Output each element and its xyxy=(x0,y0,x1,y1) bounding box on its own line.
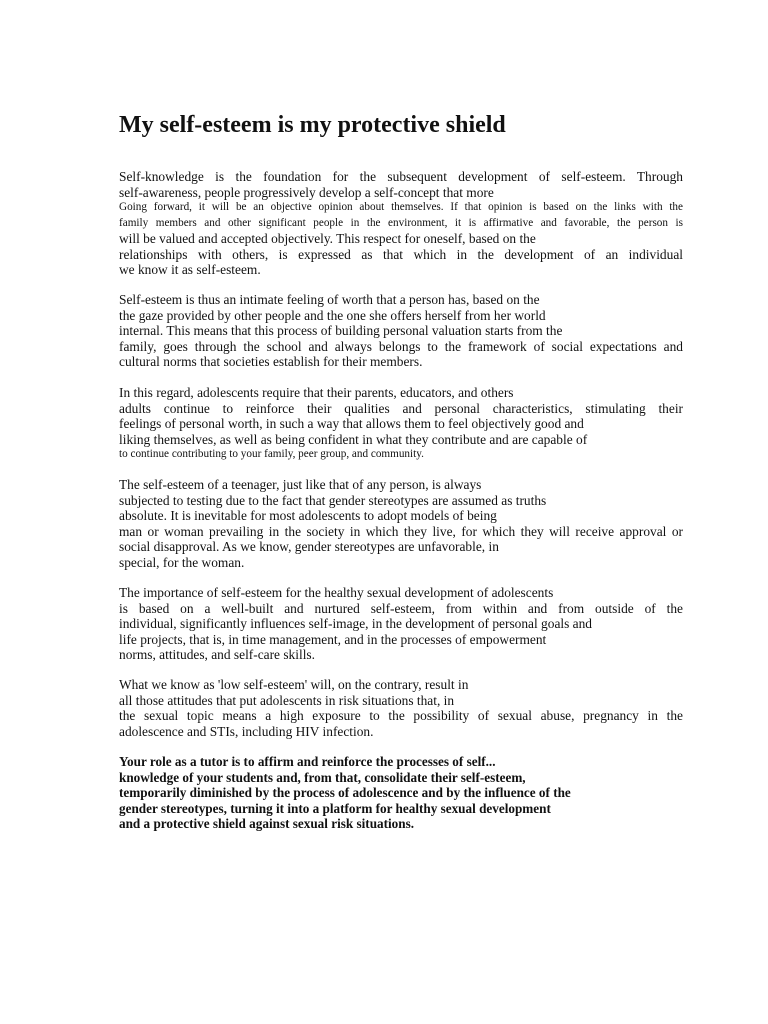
paragraph-line: life projects, that is, in time management, and in the processes of empowerment xyxy=(119,631,547,647)
paragraph-line: gender stereotypes, turning it into a platform for healthy sexual development xyxy=(119,800,551,816)
paragraph-line: relationships with others, is expressed as that which in the development of an individual xyxy=(119,246,683,262)
paragraph-line: Self-knowledge is the foundation for the subsequent development of self-esteem. Through xyxy=(119,169,683,184)
paragraph-line: temporarily diminished by the process of adolescence and by the influence of the xyxy=(119,785,571,800)
paragraph-line: man or woman prevailing in the society in which they live, for which they will receive approval or xyxy=(119,523,683,539)
paragraph-line: The self-esteem of a teenager, just like that of any person, is always xyxy=(119,477,482,492)
paragraph-importance xyxy=(119,585,683,663)
paragraph-line: family members and other significant people in the environment, it is affirmative and favorable, the person is xyxy=(119,216,683,229)
document-title: My self-esteem is my protective shield xyxy=(119,112,506,138)
paragraph-line: liking themselves, as well as being confident in what they contribute and are capable of xyxy=(119,431,588,447)
paragraph-line: self-awareness, people progressively develop a self-concept that more xyxy=(119,184,494,200)
paragraph-line: will be valued and accepted objectively. This respect for oneself, based on the xyxy=(119,231,536,246)
paragraph-self-knowledge xyxy=(119,169,683,278)
paragraph-line: the sexual topic means a high exposure to the possibility of sexual abuse, pregnancy in the xyxy=(119,708,683,723)
paragraph-teenager-self-esteem xyxy=(119,477,683,570)
paragraph-line: Going forward, it will be an objective opinion about themselves. If that opinion is based on the links with the xyxy=(119,201,683,213)
paragraph-line: In this regard, adolescents require that their parents, educators, and others xyxy=(119,385,514,400)
paragraph-line: subjected to testing due to the fact that gender stereotypes are assumed as truths xyxy=(119,492,547,508)
paragraph-line: Your role as a tutor is to affirm and reinforce the processes of self... xyxy=(119,754,496,769)
paragraph-adolescents-require xyxy=(119,385,683,463)
paragraph-line: adolescence and STIs, including HIV infection. xyxy=(119,723,374,739)
paragraph-intimate-feeling xyxy=(119,292,683,370)
paragraph-line: knowledge of your students and, from that, consolidate their self-esteem, xyxy=(119,769,526,785)
paragraph-line: adults continue to reinforce their qualities and personal characteristics, stimulating their xyxy=(119,400,683,416)
paragraph-line: Self-esteem is thus an intimate feeling of worth that a person has, based on the xyxy=(119,292,540,307)
paragraph-line: is based on a well-built and nurtured self-esteem, from within and from outside of the xyxy=(119,600,683,616)
paragraph-line: internal. This means that this process of building personal valuation starts from the xyxy=(119,323,563,338)
paragraph-line: norms, attitudes, and self-care skills. xyxy=(119,647,315,662)
paragraph-line: What we know as 'low self-esteem' will, on the contrary, result in xyxy=(119,677,469,692)
paragraph-line: absolute. It is inevitable for most adolescents to adopt models of being xyxy=(119,508,497,523)
paragraph-line: we know it as self-esteem. xyxy=(119,262,261,277)
paragraph-line: The importance of self-esteem for the healthy sexual development of adolescents xyxy=(119,585,554,600)
paragraph-line: social disapproval. As we know, gender stereotypes are unfavorable, in xyxy=(119,539,499,554)
paragraph-line: the gaze provided by other people and the one she offers herself from her world xyxy=(119,307,546,323)
paragraph-line: all those attitudes that put adolescents in risk situations that, in xyxy=(119,692,455,708)
paragraph-line: and a protective shield against sexual risk situations. xyxy=(119,816,415,831)
paragraph-low-self-esteem xyxy=(119,677,683,739)
paragraph-line: individual, significantly influences self-image, in the development of personal goals and xyxy=(119,616,593,631)
paragraph-line: to continue contributing to your family, peer group, and community. xyxy=(119,448,424,460)
paragraph-line: special, for the woman. xyxy=(119,554,245,570)
paragraph-line: family, goes through the school and always belongs to the framework of social expectations and xyxy=(119,338,683,354)
paragraph-tutor-role xyxy=(119,754,683,832)
paragraph-line: feelings of personal worth, in such a way that allows them to feel objectively good and xyxy=(119,416,584,431)
paragraph-line: cultural norms that societies establish for their members. xyxy=(119,354,423,369)
